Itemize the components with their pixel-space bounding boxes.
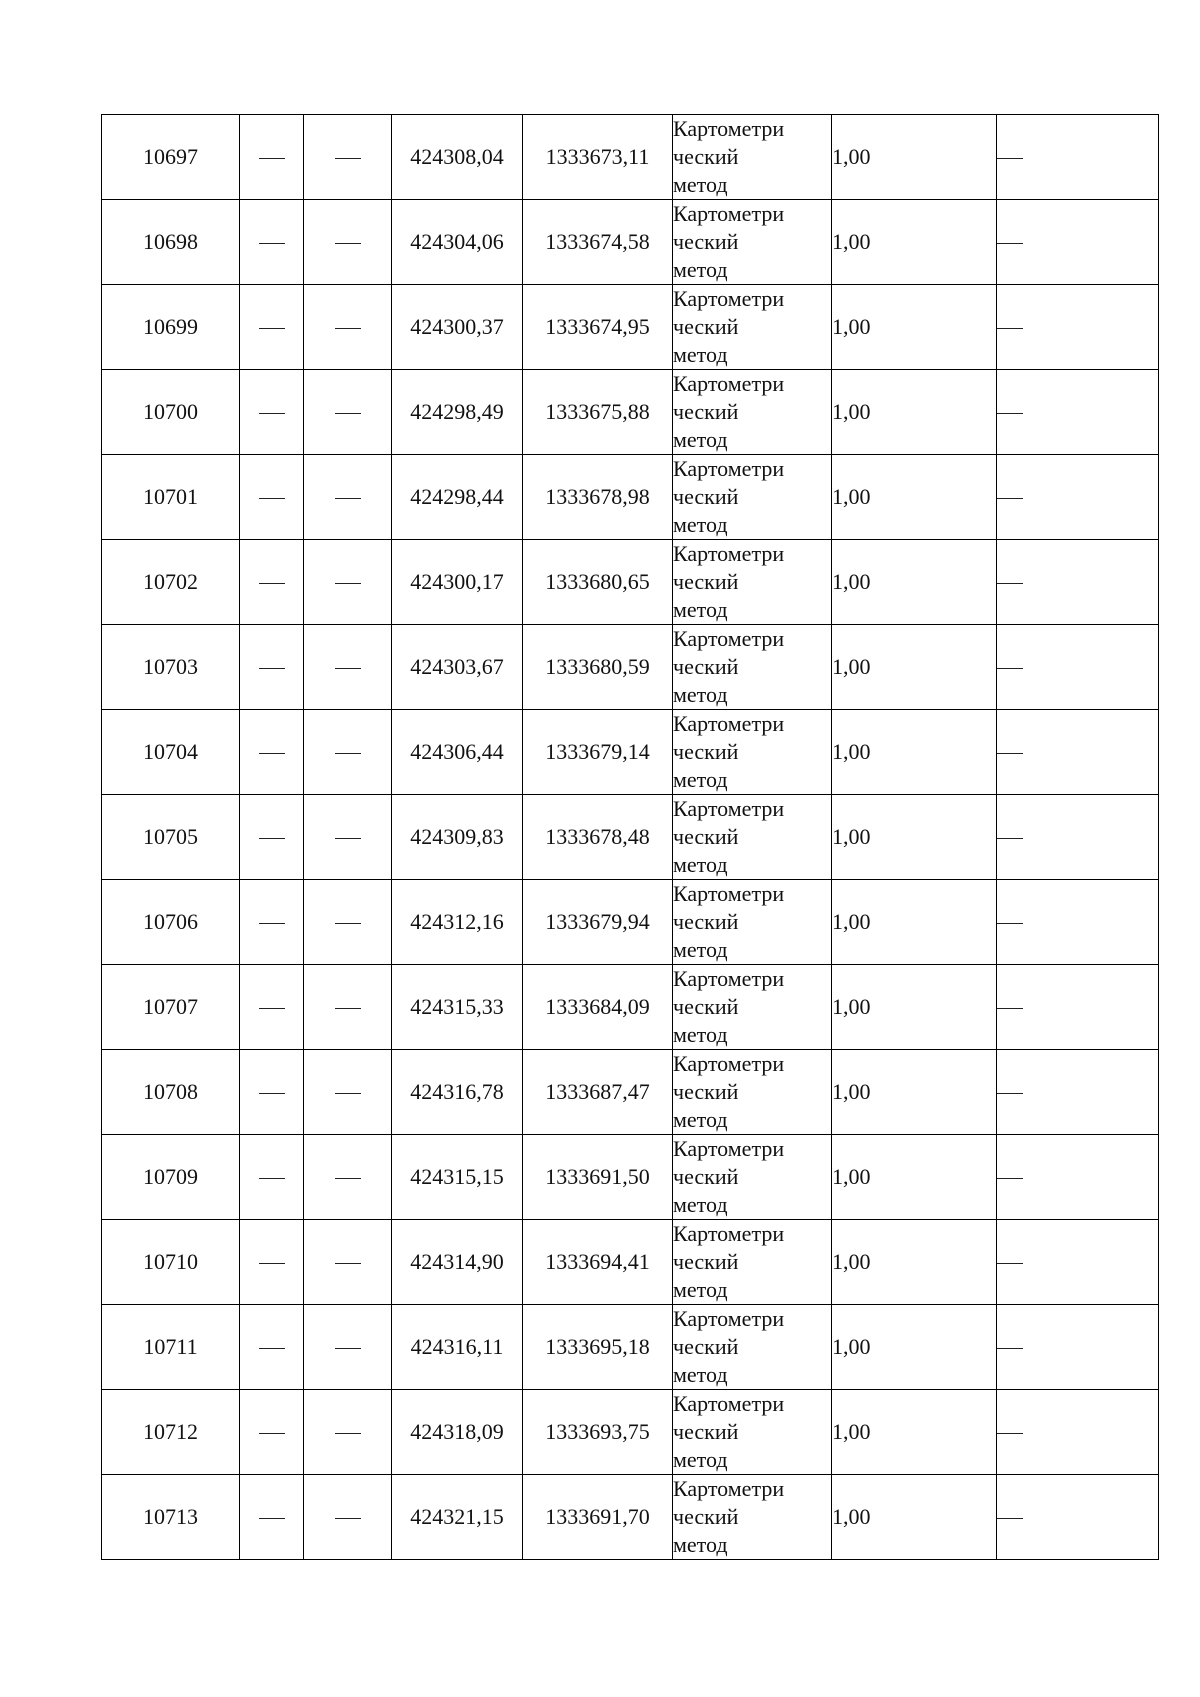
empty-y-cell <box>304 1305 392 1390</box>
empty-y-cell <box>304 965 392 1050</box>
x-coordinate-cell <box>392 1220 523 1305</box>
y-coordinate: 1333687,47 <box>545 1079 650 1104</box>
table-row <box>102 710 1159 795</box>
y-coordinate: 1333691,50 <box>545 1164 650 1189</box>
table-row <box>102 1050 1159 1135</box>
x-coordinate: 424316,11 <box>410 1334 504 1359</box>
method-cell <box>673 1135 832 1220</box>
method-cell <box>673 965 832 1050</box>
y-coordinate-cell <box>523 965 673 1050</box>
precision-value: 1,00 <box>832 569 871 594</box>
method-cell <box>673 1220 832 1305</box>
x-coordinate: 424303,67 <box>410 654 504 679</box>
method-text: Картометри ческий метод <box>673 966 785 1047</box>
x-coordinate-cell <box>392 1390 523 1475</box>
point-number-cell <box>102 710 240 795</box>
y-coordinate-cell <box>523 1135 673 1220</box>
x-coordinate: 424318,09 <box>410 1419 504 1444</box>
dash-mark <box>259 1093 285 1094</box>
x-coordinate-cell <box>392 880 523 965</box>
precision-value: 1,00 <box>832 229 871 254</box>
method-cell <box>673 795 832 880</box>
empty-x-cell <box>240 710 304 795</box>
point-number-cell <box>102 285 240 370</box>
precision-value: 1,00 <box>832 824 871 849</box>
empty-y-cell <box>304 880 392 965</box>
precision-cell <box>832 965 997 1050</box>
point-number: 10710 <box>143 1249 198 1274</box>
table-row <box>102 1220 1159 1305</box>
dash-mark <box>997 1008 1023 1009</box>
empty-y-cell <box>304 1475 392 1560</box>
method-text: Картометри ческий метод <box>673 456 785 537</box>
y-coordinate: 1333679,14 <box>545 739 650 764</box>
x-coordinate-cell <box>392 625 523 710</box>
point-number-cell <box>102 1390 240 1475</box>
x-coordinate-cell <box>392 455 523 540</box>
x-coordinate: 424312,16 <box>410 909 504 934</box>
method-text: Картометри ческий метод <box>673 1306 785 1387</box>
point-number-cell <box>102 1475 240 1560</box>
x-coordinate: 424321,15 <box>410 1504 504 1529</box>
precision-value: 1,00 <box>832 399 871 424</box>
method-text: Картометри ческий метод <box>673 711 785 792</box>
empty-x-cell <box>240 115 304 200</box>
method-cell <box>673 625 832 710</box>
precision-cell <box>832 1220 997 1305</box>
x-coordinate-cell <box>392 115 523 200</box>
table-row <box>102 540 1159 625</box>
precision-value: 1,00 <box>832 1334 871 1359</box>
x-coordinate: 424304,06 <box>410 229 504 254</box>
x-coordinate-cell <box>392 1135 523 1220</box>
description-cell <box>997 1220 1159 1305</box>
method-text: Картометри ческий метод <box>673 201 785 282</box>
empty-x-cell <box>240 285 304 370</box>
empty-y-cell <box>304 285 392 370</box>
precision-cell <box>832 710 997 795</box>
x-coordinate-cell <box>392 1305 523 1390</box>
precision-value: 1,00 <box>832 1504 871 1529</box>
table-row <box>102 200 1159 285</box>
precision-value: 1,00 <box>832 484 871 509</box>
point-number-cell <box>102 115 240 200</box>
x-coordinate-cell <box>392 795 523 880</box>
point-number-cell <box>102 625 240 710</box>
x-coordinate-cell <box>392 1475 523 1560</box>
dash-mark <box>259 158 285 159</box>
dash-mark <box>997 1348 1023 1349</box>
x-coordinate: 424309,83 <box>410 824 504 849</box>
method-text: Картометри ческий метод <box>673 541 785 622</box>
dash-mark <box>259 923 285 924</box>
point-number-cell <box>102 880 240 965</box>
y-coordinate: 1333674,58 <box>545 229 650 254</box>
point-number-cell <box>102 1305 240 1390</box>
empty-y-cell <box>304 795 392 880</box>
description-cell <box>997 625 1159 710</box>
empty-x-cell <box>240 540 304 625</box>
dash-mark <box>335 1178 361 1179</box>
x-coordinate: 424300,17 <box>410 569 504 594</box>
empty-y-cell <box>304 1220 392 1305</box>
method-text: Картометри ческий метод <box>673 371 785 452</box>
x-coordinate: 424314,90 <box>410 1249 504 1274</box>
precision-cell <box>832 285 997 370</box>
dash-mark <box>997 1093 1023 1094</box>
precision-cell <box>832 1135 997 1220</box>
precision-value: 1,00 <box>832 314 871 339</box>
method-cell <box>673 1390 832 1475</box>
empty-y-cell <box>304 1135 392 1220</box>
description-cell <box>997 1390 1159 1475</box>
empty-x-cell <box>240 625 304 710</box>
description-cell <box>997 1050 1159 1135</box>
method-cell <box>673 1050 832 1135</box>
dash-mark <box>259 1518 285 1519</box>
point-number: 10700 <box>143 399 198 424</box>
precision-cell <box>832 1475 997 1560</box>
method-cell <box>673 1305 832 1390</box>
method-cell <box>673 370 832 455</box>
precision-value: 1,00 <box>832 1249 871 1274</box>
method-text: Картометри ческий метод <box>673 796 785 877</box>
point-number-cell <box>102 455 240 540</box>
precision-value: 1,00 <box>832 654 871 679</box>
x-coordinate: 424315,33 <box>410 994 504 1019</box>
description-cell <box>997 710 1159 795</box>
point-number: 10704 <box>143 739 198 764</box>
empty-y-cell <box>304 455 392 540</box>
y-coordinate: 1333691,70 <box>545 1504 650 1529</box>
dash-mark <box>259 668 285 669</box>
y-coordinate-cell <box>523 1220 673 1305</box>
point-number: 10712 <box>143 1419 198 1444</box>
dash-mark <box>997 753 1023 754</box>
point-number: 10699 <box>143 314 198 339</box>
x-coordinate: 424308,04 <box>410 144 504 169</box>
point-number: 10706 <box>143 909 198 934</box>
dash-mark <box>997 668 1023 669</box>
table-row <box>102 880 1159 965</box>
x-coordinate: 424298,49 <box>410 399 504 424</box>
point-number-cell <box>102 795 240 880</box>
dash-mark <box>259 498 285 499</box>
table-row <box>102 1390 1159 1475</box>
method-cell <box>673 115 832 200</box>
dash-mark <box>259 583 285 584</box>
method-text: Картометри ческий метод <box>673 1221 785 1302</box>
empty-y-cell <box>304 625 392 710</box>
table-row <box>102 370 1159 455</box>
y-coordinate-cell <box>523 795 673 880</box>
precision-cell <box>832 455 997 540</box>
dash-mark <box>259 413 285 414</box>
dash-mark <box>259 753 285 754</box>
point-number-cell <box>102 200 240 285</box>
description-cell <box>997 115 1159 200</box>
dash-mark <box>259 328 285 329</box>
table-row <box>102 1305 1159 1390</box>
y-coordinate-cell <box>523 1050 673 1135</box>
table-row <box>102 1475 1159 1560</box>
x-coordinate-cell <box>392 370 523 455</box>
precision-cell <box>832 540 997 625</box>
dash-mark <box>259 1348 285 1349</box>
y-coordinate: 1333678,98 <box>545 484 650 509</box>
method-cell <box>673 880 832 965</box>
dash-mark <box>997 158 1023 159</box>
dash-mark <box>259 243 285 244</box>
method-cell <box>673 200 832 285</box>
precision-value: 1,00 <box>832 909 871 934</box>
x-coordinate-cell <box>392 710 523 795</box>
point-number: 10705 <box>143 824 198 849</box>
table-row <box>102 965 1159 1050</box>
precision-value: 1,00 <box>832 1419 871 1444</box>
dash-mark <box>259 838 285 839</box>
dash-mark <box>335 1348 361 1349</box>
empty-x-cell <box>240 1475 304 1560</box>
y-coordinate-cell <box>523 710 673 795</box>
empty-x-cell <box>240 1305 304 1390</box>
x-coordinate: 424315,15 <box>410 1164 504 1189</box>
x-coordinate-cell <box>392 1050 523 1135</box>
dash-mark <box>335 1263 361 1264</box>
precision-value: 1,00 <box>832 144 871 169</box>
y-coordinate: 1333680,65 <box>545 569 650 594</box>
dash-mark <box>335 1008 361 1009</box>
precision-cell <box>832 625 997 710</box>
dash-mark <box>335 838 361 839</box>
y-coordinate: 1333673,11 <box>545 144 650 169</box>
method-text: Картометри ческий метод <box>673 1051 785 1132</box>
dash-mark <box>335 753 361 754</box>
point-number-cell <box>102 540 240 625</box>
y-coordinate-cell <box>523 1475 673 1560</box>
dash-mark <box>335 413 361 414</box>
dash-mark <box>335 1093 361 1094</box>
y-coordinate-cell <box>523 625 673 710</box>
method-cell <box>673 540 832 625</box>
y-coordinate-cell <box>523 285 673 370</box>
empty-y-cell <box>304 1390 392 1475</box>
dash-mark <box>997 1433 1023 1434</box>
empty-y-cell <box>304 710 392 795</box>
point-number: 10713 <box>143 1504 198 1529</box>
x-coordinate: 424306,44 <box>410 739 504 764</box>
point-number-cell <box>102 965 240 1050</box>
point-number: 10707 <box>143 994 198 1019</box>
dash-mark <box>335 1518 361 1519</box>
precision-cell <box>832 880 997 965</box>
table-row <box>102 115 1159 200</box>
point-number: 10708 <box>143 1079 198 1104</box>
empty-y-cell <box>304 200 392 285</box>
y-coordinate-cell <box>523 455 673 540</box>
dash-mark <box>997 1263 1023 1264</box>
table-row <box>102 455 1159 540</box>
dash-mark <box>997 1178 1023 1179</box>
table-row <box>102 795 1159 880</box>
method-text: Картометри ческий метод <box>673 1391 785 1472</box>
description-cell <box>997 455 1159 540</box>
y-coordinate-cell <box>523 540 673 625</box>
dash-mark <box>335 668 361 669</box>
y-coordinate: 1333693,75 <box>545 1419 650 1444</box>
method-cell <box>673 710 832 795</box>
precision-value: 1,00 <box>832 1079 871 1104</box>
coordinates-table <box>101 114 1159 1560</box>
y-coordinate: 1333675,88 <box>545 399 650 424</box>
empty-x-cell <box>240 1220 304 1305</box>
method-text: Картометри ческий метод <box>673 116 785 197</box>
description-cell <box>997 1135 1159 1220</box>
dash-mark <box>335 923 361 924</box>
dash-mark <box>335 583 361 584</box>
y-coordinate-cell <box>523 1390 673 1475</box>
x-coordinate-cell <box>392 285 523 370</box>
y-coordinate: 1333680,59 <box>545 654 650 679</box>
empty-x-cell <box>240 455 304 540</box>
dash-mark <box>335 498 361 499</box>
empty-x-cell <box>240 1390 304 1475</box>
dash-mark <box>997 923 1023 924</box>
table-body <box>102 115 1159 1560</box>
dash-mark <box>335 243 361 244</box>
description-cell <box>997 965 1159 1050</box>
precision-value: 1,00 <box>832 1164 871 1189</box>
empty-y-cell <box>304 370 392 455</box>
dash-mark <box>997 498 1023 499</box>
dash-mark <box>335 1433 361 1434</box>
x-coordinate-cell <box>392 540 523 625</box>
dash-mark <box>335 328 361 329</box>
y-coordinate-cell <box>523 115 673 200</box>
x-coordinate: 424298,44 <box>410 484 504 509</box>
point-number: 10698 <box>143 229 198 254</box>
x-coordinate: 424316,78 <box>410 1079 504 1104</box>
dash-mark <box>997 413 1023 414</box>
empty-x-cell <box>240 795 304 880</box>
y-coordinate-cell <box>523 1305 673 1390</box>
point-number: 10711 <box>143 1334 198 1359</box>
point-number: 10703 <box>143 654 198 679</box>
precision-cell <box>832 795 997 880</box>
y-coordinate: 1333679,94 <box>545 909 650 934</box>
empty-x-cell <box>240 1135 304 1220</box>
dash-mark <box>997 838 1023 839</box>
empty-x-cell <box>240 370 304 455</box>
dash-mark <box>259 1263 285 1264</box>
description-cell <box>997 540 1159 625</box>
dash-mark <box>997 243 1023 244</box>
y-coordinate: 1333694,41 <box>545 1249 650 1274</box>
x-coordinate-cell <box>392 965 523 1050</box>
dash-mark <box>259 1008 285 1009</box>
point-number-cell <box>102 1050 240 1135</box>
y-coordinate-cell <box>523 200 673 285</box>
dash-mark <box>335 158 361 159</box>
method-text: Картометри ческий метод <box>673 1476 785 1557</box>
point-number: 10697 <box>143 144 198 169</box>
y-coordinate: 1333678,48 <box>545 824 650 849</box>
dash-mark <box>997 328 1023 329</box>
point-number-cell <box>102 1135 240 1220</box>
precision-value: 1,00 <box>832 994 871 1019</box>
point-number-cell <box>102 1220 240 1305</box>
description-cell <box>997 795 1159 880</box>
method-text: Картометри ческий метод <box>673 626 785 707</box>
description-cell <box>997 880 1159 965</box>
precision-value: 1,00 <box>832 739 871 764</box>
y-coordinate: 1333674,95 <box>545 314 650 339</box>
point-number: 10709 <box>143 1164 198 1189</box>
description-cell <box>997 200 1159 285</box>
method-cell <box>673 285 832 370</box>
table-row <box>102 285 1159 370</box>
description-cell <box>997 370 1159 455</box>
empty-x-cell <box>240 880 304 965</box>
y-coordinate-cell <box>523 370 673 455</box>
y-coordinate-cell <box>523 880 673 965</box>
point-number: 10702 <box>143 569 198 594</box>
empty-y-cell <box>304 1050 392 1135</box>
precision-cell <box>832 1390 997 1475</box>
x-coordinate: 424300,37 <box>410 314 504 339</box>
precision-cell <box>832 370 997 455</box>
dash-mark <box>997 1518 1023 1519</box>
empty-x-cell <box>240 200 304 285</box>
empty-y-cell <box>304 115 392 200</box>
method-cell <box>673 455 832 540</box>
empty-y-cell <box>304 540 392 625</box>
empty-x-cell <box>240 965 304 1050</box>
dash-mark <box>259 1433 285 1434</box>
precision-cell <box>832 200 997 285</box>
description-cell <box>997 1305 1159 1390</box>
description-cell <box>997 1475 1159 1560</box>
y-coordinate: 1333684,09 <box>545 994 650 1019</box>
method-text: Картометри ческий метод <box>673 286 785 367</box>
precision-cell <box>832 1305 997 1390</box>
description-cell <box>997 285 1159 370</box>
method-text: Картометри ческий метод <box>673 881 785 962</box>
y-coordinate: 1333695,18 <box>545 1334 650 1359</box>
method-cell <box>673 1475 832 1560</box>
point-number: 10701 <box>143 484 198 509</box>
empty-x-cell <box>240 1050 304 1135</box>
table-row <box>102 1135 1159 1220</box>
method-text: Картометри ческий метод <box>673 1136 785 1217</box>
precision-cell <box>832 115 997 200</box>
precision-cell <box>832 1050 997 1135</box>
x-coordinate-cell <box>392 200 523 285</box>
dash-mark <box>997 583 1023 584</box>
table-row <box>102 625 1159 710</box>
dash-mark <box>259 1178 285 1179</box>
point-number-cell <box>102 370 240 455</box>
